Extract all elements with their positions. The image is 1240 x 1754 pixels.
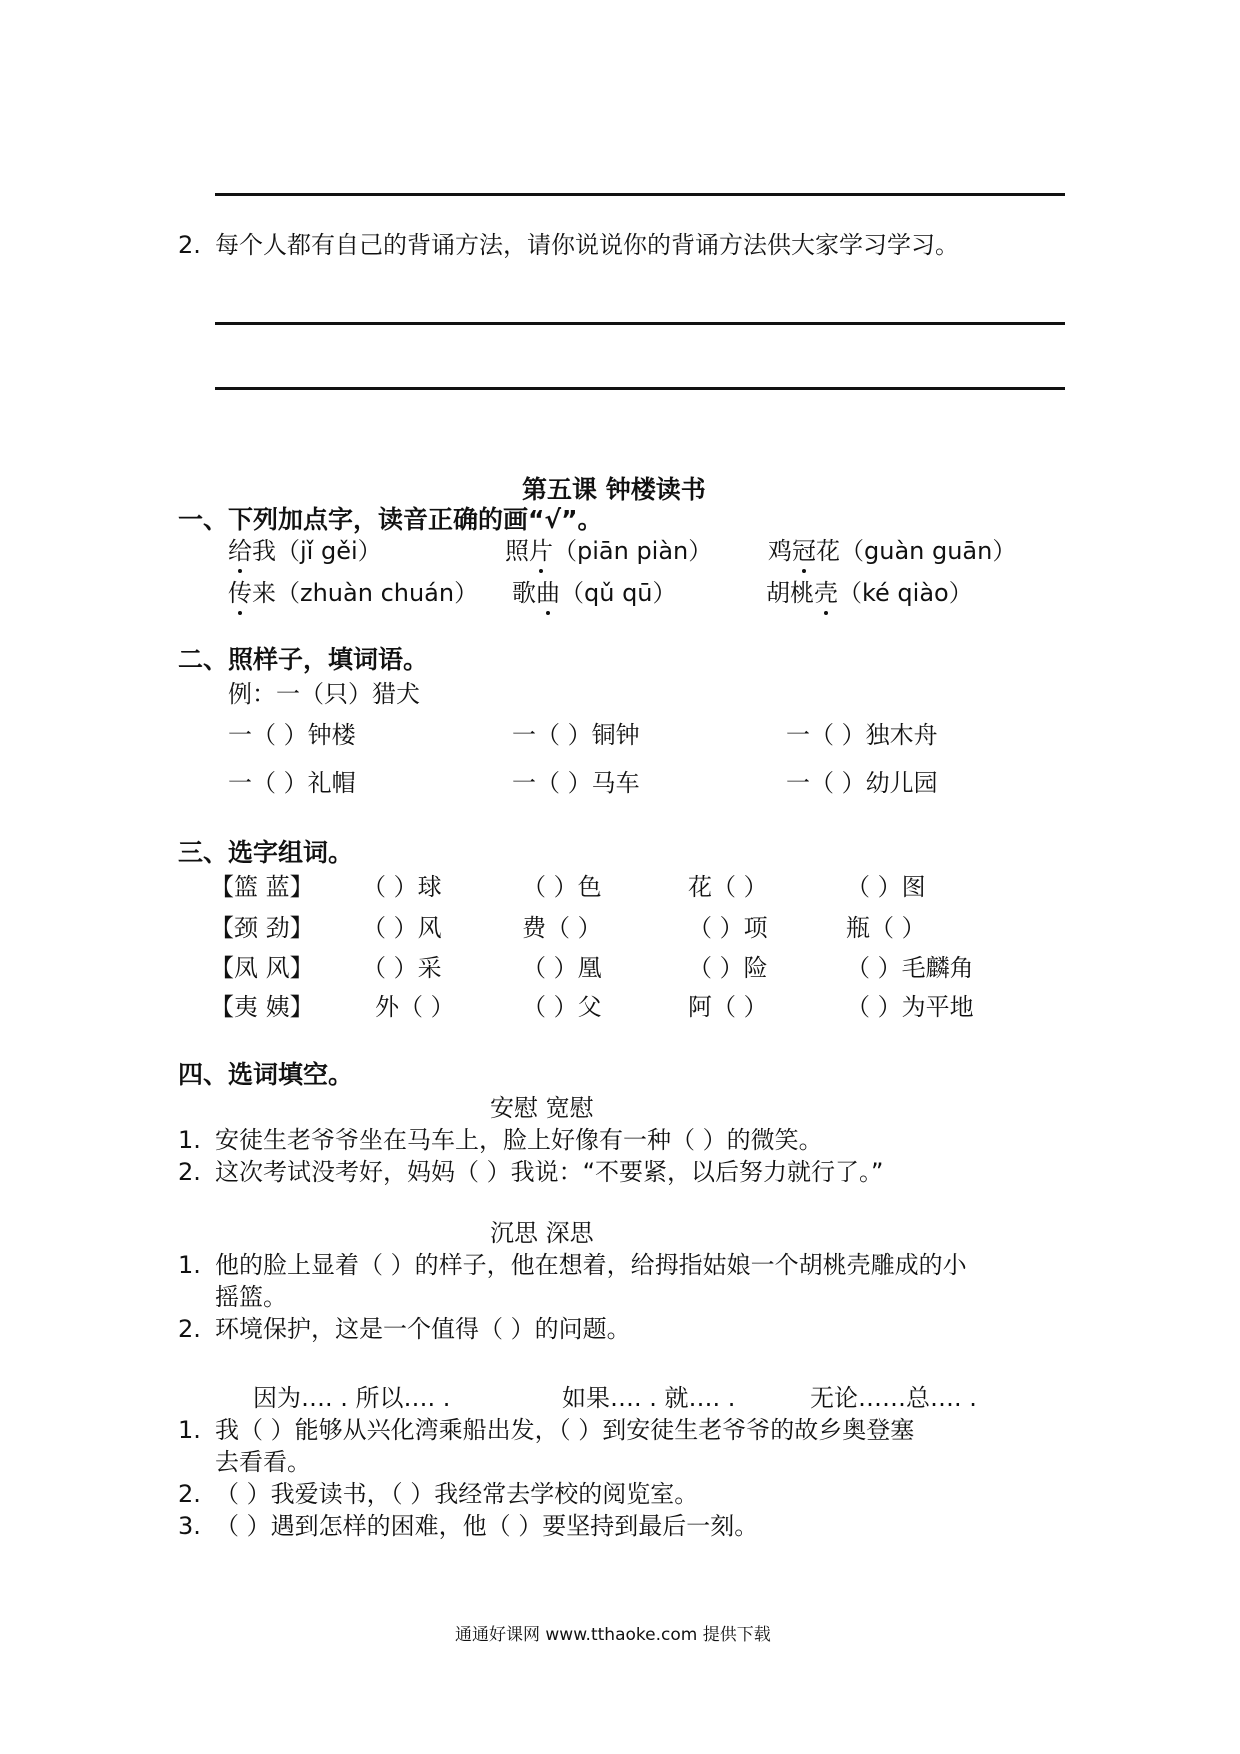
fill-word-item[interactable]: 一（ ）铜钟: [512, 721, 640, 749]
fill-sentence-continued: 摇篮。: [215, 1283, 287, 1311]
section-1-heading: 一、下列加点字，读音正确的画“√”。: [178, 505, 603, 534]
pinyin-item-2: 照片（piān piàn）: [505, 537, 713, 565]
fill-sentence[interactable]: （ ）我爱读书，（ ）我经常去学校的阅览室。: [215, 1480, 699, 1508]
pinyin-item-1: 给我（jǐ gěi）: [228, 537, 382, 565]
footer-credit: 通通好课网 www.tthaoke.com 提供下载: [455, 1625, 771, 1645]
answer-line-3[interactable]: [215, 387, 1065, 390]
dotted-char: 壳: [814, 579, 838, 607]
word-blank[interactable]: 瓶（ ）: [846, 914, 926, 942]
example-text: 例：一（只）猎犬: [228, 680, 420, 708]
item-number: 2.: [178, 1158, 201, 1186]
fill-sentence[interactable]: 他的脸上显着（ ）的样子，他在想着，给拇指姑娘一个胡桃壳雕成的小: [215, 1251, 967, 1279]
fill-sentence[interactable]: 安徒生老爷爷坐在马车上，脸上好像有一种（ ）的微笑。: [215, 1126, 823, 1154]
question-text: 每个人都有自己的背诵方法，请你说说你的背诵方法供大家学习学习。: [215, 231, 959, 259]
pinyin-item-4: 传来（zhuàn chuán）: [228, 579, 479, 607]
pinyin-item-3: 鸡冠花（guàn guān）: [768, 537, 1017, 565]
section-2-heading: 二、照样子，填词语。: [178, 645, 429, 674]
word-blank[interactable]: 阿（ ）: [688, 993, 768, 1021]
fill-word-item[interactable]: 一（ ）独木舟: [786, 721, 938, 749]
item-number: 2.: [178, 1315, 201, 1343]
item-number: 1.: [178, 1126, 201, 1154]
word-blank[interactable]: （ ）险: [688, 954, 768, 982]
fill-sentence[interactable]: 我（ ）能够从兴化湾乘船出发，（ ）到安徒生老爷爷的故乡奥登塞: [215, 1416, 915, 1444]
char-pair-label: 【颈 劲】: [210, 914, 314, 942]
word-blank[interactable]: （ ）采: [362, 954, 442, 982]
answer-line-2[interactable]: [215, 322, 1065, 325]
item-number: 1.: [178, 1251, 201, 1279]
pinyin-item-6: 胡桃壳（ké qiào）: [766, 579, 973, 607]
fill-word-item[interactable]: 一（ ）钟楼: [228, 721, 356, 749]
fill-sentence[interactable]: 环境保护，这是一个值得（ ）的问题。: [215, 1315, 631, 1343]
dotted-char: 曲: [536, 579, 560, 607]
word-choice-1: 因为…. . 所以…. .: [253, 1384, 451, 1412]
word-blank[interactable]: （ ）毛麟角: [846, 954, 974, 982]
fill-word-item[interactable]: 一（ ）礼帽: [228, 769, 356, 797]
fill-word-item[interactable]: 一（ ）马车: [512, 769, 640, 797]
word-choices: 安慰 宽慰: [490, 1094, 594, 1122]
word-blank[interactable]: （ ）为平地: [846, 993, 974, 1021]
fill-sentence-continued: 去看看。: [215, 1448, 311, 1476]
word-blank[interactable]: （ ）父: [522, 993, 602, 1021]
fill-sentence[interactable]: 这次考试没考好，妈妈（ ）我说：“不要紧，以后努力就行了。”: [215, 1158, 884, 1186]
fill-word-item[interactable]: 一（ ）幼儿园: [786, 769, 938, 797]
question-number: 2.: [178, 231, 201, 259]
word-blank[interactable]: （ ）图: [846, 873, 926, 901]
word-blank[interactable]: 费（ ）: [522, 914, 602, 942]
fill-sentence[interactable]: （ ）遇到怎样的困难，他（ ）要坚持到最后一刻。: [215, 1512, 759, 1540]
pinyin-item-5: 歌曲（qǔ qū）: [512, 579, 677, 607]
item-number: 1.: [178, 1416, 201, 1444]
char-pair-label: 【凤 风】: [210, 954, 314, 982]
word-blank[interactable]: （ ）凰: [522, 954, 602, 982]
item-number: 3.: [178, 1512, 201, 1540]
word-choices: 沉思 深思: [490, 1219, 594, 1247]
word-choice-3: 无论……总…. .: [810, 1384, 977, 1412]
word-choice-2: 如果…. . 就…. .: [562, 1384, 736, 1412]
dotted-char: 给: [228, 537, 252, 565]
char-pair-label: 【夷 姨】: [210, 993, 314, 1021]
word-blank[interactable]: （ ）风: [362, 914, 442, 942]
word-blank[interactable]: （ ）球: [362, 873, 442, 901]
item-number: 2.: [178, 1480, 201, 1508]
section-3-heading: 三、选字组词。: [178, 838, 354, 867]
dotted-char: 传: [228, 579, 252, 607]
answer-line-1[interactable]: [215, 193, 1065, 196]
section-4-heading: 四、选词填空。: [178, 1060, 354, 1089]
word-blank[interactable]: （ ）色: [522, 873, 602, 901]
word-blank[interactable]: 花（ ）: [688, 873, 768, 901]
dotted-char: 冠: [792, 537, 816, 565]
word-blank[interactable]: （ ）项: [688, 914, 768, 942]
char-pair-label: 【篮 蓝】: [210, 873, 314, 901]
dotted-char: 片: [529, 537, 553, 565]
word-blank[interactable]: 外（ ）: [375, 993, 455, 1021]
lesson-title: 第五课 钟楼读书: [522, 475, 706, 504]
